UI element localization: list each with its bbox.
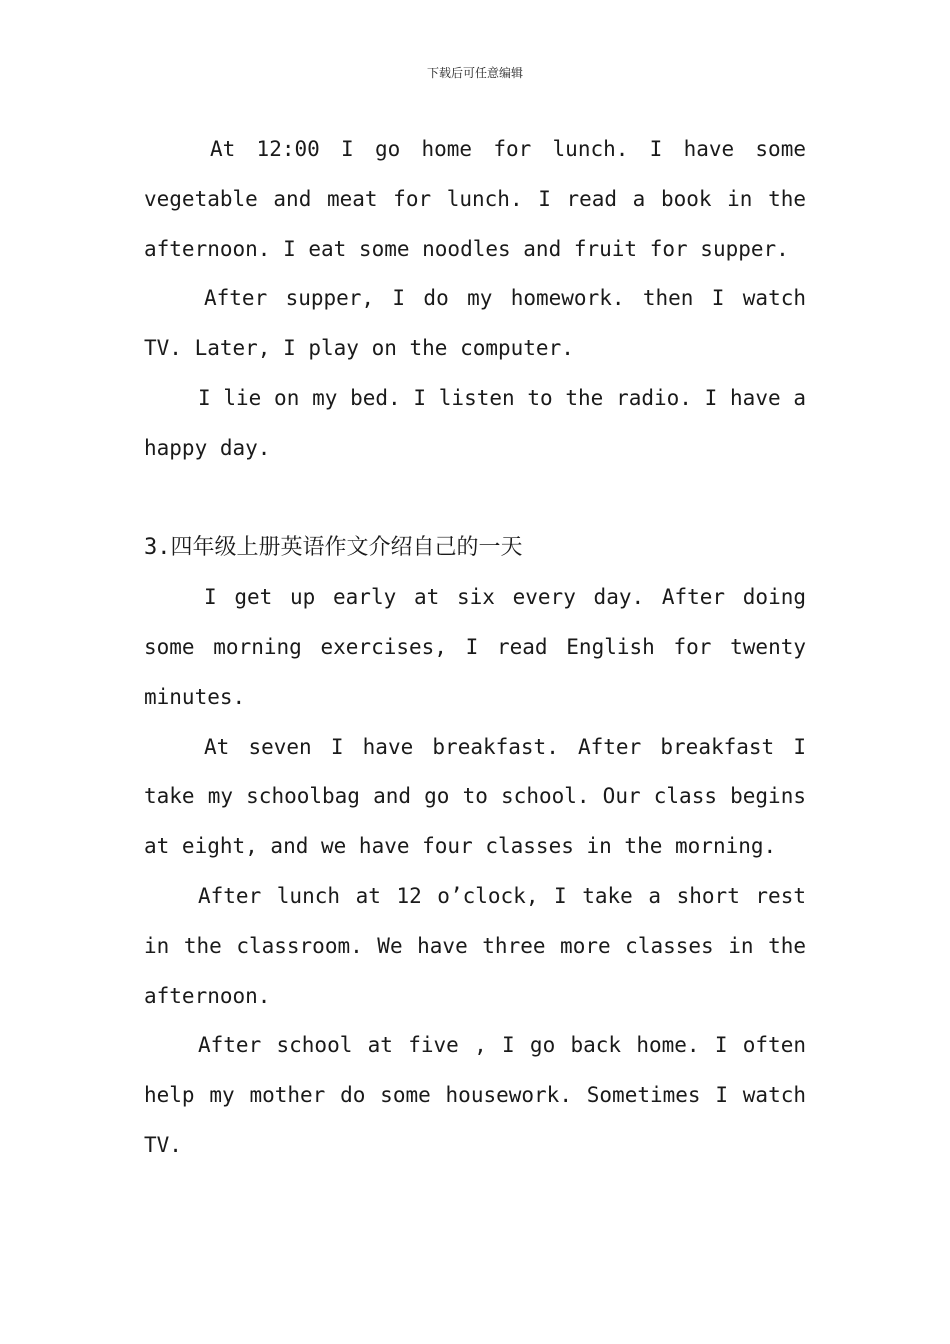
paragraph-supper: After supper, I do my homework. then I watch TV. Later, I play on the computer. bbox=[144, 286, 806, 361]
paragraph-afternoon: After lunch at 12 o’clock, I take a short rest in the classroom. We have three more classes in the afternoon. bbox=[144, 883, 806, 1008]
paragraph-lunch: At 12:00 I go home for lunch. I have some vegetable and meat for lunch. I read a book in the afternoon. I eat some noodles and fruit for supper. bbox=[144, 137, 806, 261]
paragraph-breakfast: At seven I have breakfast. After breakfast I take my schoolbag and go to school. Our class begins at eight, and we have four classes in the morning. bbox=[144, 734, 806, 859]
paragraph-bedtime: I lie on my bed. I listen to the radio. I have a happy day. bbox=[144, 385, 806, 460]
document-body bbox=[144, 125, 806, 1171]
section-heading: 3.四年级上册英语作文介绍自己的一天 bbox=[144, 535, 523, 561]
paragraph-after-school: After school at five , I go back home. I often help my mother do some housework. Sometimes I watch TV. bbox=[144, 1033, 806, 1157]
paragraph-morning: I get up early at six every day. After doing some morning exercises, I read English for twenty minutes. bbox=[144, 585, 806, 709]
page-header-caption: 下载后可任意编辑 bbox=[426, 66, 523, 80]
